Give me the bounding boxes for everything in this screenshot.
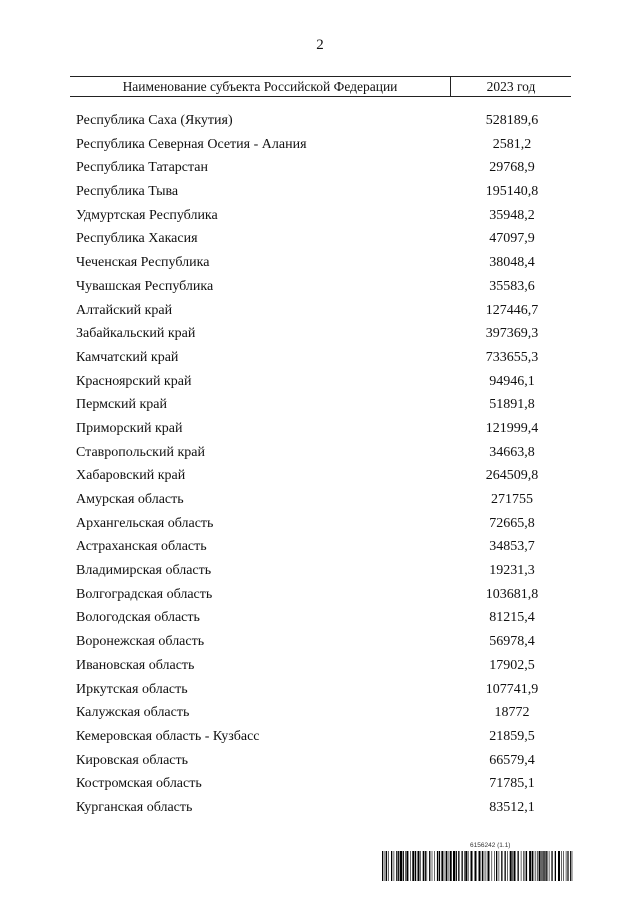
year-value: 35948,2 — [489, 207, 535, 223]
region-name: Курганская область — [76, 799, 193, 815]
year-value: 103681,8 — [485, 586, 539, 602]
table-row — [0, 774, 640, 798]
barcode-caption: 6156242 (1.1) — [470, 842, 511, 849]
table-row — [0, 324, 640, 348]
region-name: Волгоградская область — [76, 586, 213, 602]
table-body — [0, 111, 640, 822]
region-name: Иркутская область — [76, 681, 188, 697]
region-name: Удмуртская Республика — [76, 207, 218, 223]
table-row — [0, 135, 640, 159]
region-name: Чувашская Республика — [76, 278, 214, 294]
region-name: Владимирская область — [76, 563, 212, 579]
year-value: 17902,5 — [489, 657, 535, 673]
year-value: 528189,6 — [485, 113, 539, 128]
region-name: Ивановская область — [76, 657, 195, 673]
region-name: Астраханская область — [76, 539, 207, 555]
year-value: 29768,9 — [489, 160, 535, 176]
region-name: Вологодская область — [76, 610, 200, 626]
year-value: 35583,6 — [489, 278, 535, 294]
year-value: 72665,8 — [489, 515, 535, 531]
region-name: Забайкальский край — [76, 326, 196, 342]
region-name: Красноярский край — [76, 373, 192, 389]
year-value: 2581,2 — [492, 136, 532, 152]
column-header-year: 2023 год — [486, 79, 536, 94]
region-name: Республика Северная Осетия - Алания — [76, 136, 307, 152]
year-value: 34853,7 — [489, 539, 535, 555]
region-name: Приморский край — [76, 420, 183, 436]
year-value: 195140,8 — [485, 184, 539, 200]
table-row — [0, 751, 640, 775]
table-row — [0, 348, 640, 372]
table-row — [0, 372, 640, 396]
table-row — [0, 727, 640, 751]
region-name: Кировская область — [76, 752, 189, 768]
region-name: Костромская область — [76, 776, 202, 792]
year-value: 47097,9 — [489, 231, 535, 247]
table-row — [0, 514, 640, 538]
table-row — [0, 608, 640, 632]
year-value: 38048,4 — [489, 255, 535, 271]
region-name: Республика Тыва — [76, 184, 179, 200]
table-row — [0, 277, 640, 301]
table-row — [0, 419, 640, 443]
region-name: Камчатский край — [76, 349, 179, 365]
table-row — [0, 656, 640, 680]
table-row — [0, 466, 640, 490]
table-row — [0, 158, 640, 182]
region-name: Республика Саха (Якутия) — [76, 113, 233, 128]
table-header — [70, 76, 571, 97]
table-row — [0, 253, 640, 277]
region-name: Кемеровская область - Кузбасс — [76, 728, 260, 744]
table-row — [0, 490, 640, 514]
column-header-name: Наименование субъекта Российской Федерации — [70, 77, 451, 96]
region-name: Ставропольский край — [76, 444, 205, 460]
year-value: 107741,9 — [485, 681, 539, 697]
table-row — [0, 395, 640, 419]
year-value: 81215,4 — [489, 610, 535, 626]
region-name: Республика Хакасия — [76, 231, 198, 247]
table-row — [0, 680, 640, 704]
table-row — [0, 443, 640, 467]
table-row — [0, 301, 640, 325]
table-row — [0, 111, 640, 135]
year-value: 71785,1 — [489, 776, 535, 792]
year-value: 19231,3 — [489, 563, 535, 579]
year-value: 397369,3 — [485, 326, 539, 342]
region-name: Алтайский край — [76, 302, 173, 318]
region-name: Пермский край — [76, 397, 167, 413]
region-name: Республика Татарстан — [76, 160, 209, 176]
year-value: 51891,8 — [489, 397, 535, 413]
page-number: 2 — [316, 37, 324, 53]
region-name: Хабаровский край — [76, 468, 186, 484]
region-name: Амурская область — [76, 492, 184, 507]
year-value: 34663,8 — [489, 444, 535, 460]
table-row — [0, 206, 640, 230]
barcode-icon — [382, 851, 573, 881]
table-row — [0, 632, 640, 656]
year-value: 56978,4 — [489, 634, 535, 650]
table-row — [0, 703, 640, 727]
table-row — [0, 585, 640, 609]
year-value: 21859,5 — [489, 728, 535, 744]
year-value: 264509,8 — [485, 468, 539, 484]
region-name: Чеченская Республика — [76, 255, 210, 271]
year-value: 18772 — [494, 705, 530, 721]
year-value: 83512,1 — [489, 799, 535, 815]
table-row — [0, 229, 640, 253]
year-value: 271755 — [491, 492, 533, 507]
region-name: Калужская область — [76, 705, 190, 721]
year-value: 127446,7 — [485, 302, 539, 318]
year-value: 66579,4 — [489, 752, 535, 768]
table-row — [0, 182, 640, 206]
year-value: 94946,1 — [489, 373, 535, 389]
table-row — [0, 537, 640, 561]
table-row — [0, 798, 640, 822]
table-row — [0, 561, 640, 585]
region-name: Архангельская область — [76, 515, 214, 531]
region-name: Воронежская область — [76, 634, 205, 650]
year-value: 733655,3 — [485, 349, 539, 365]
year-value: 121999,4 — [485, 420, 539, 436]
